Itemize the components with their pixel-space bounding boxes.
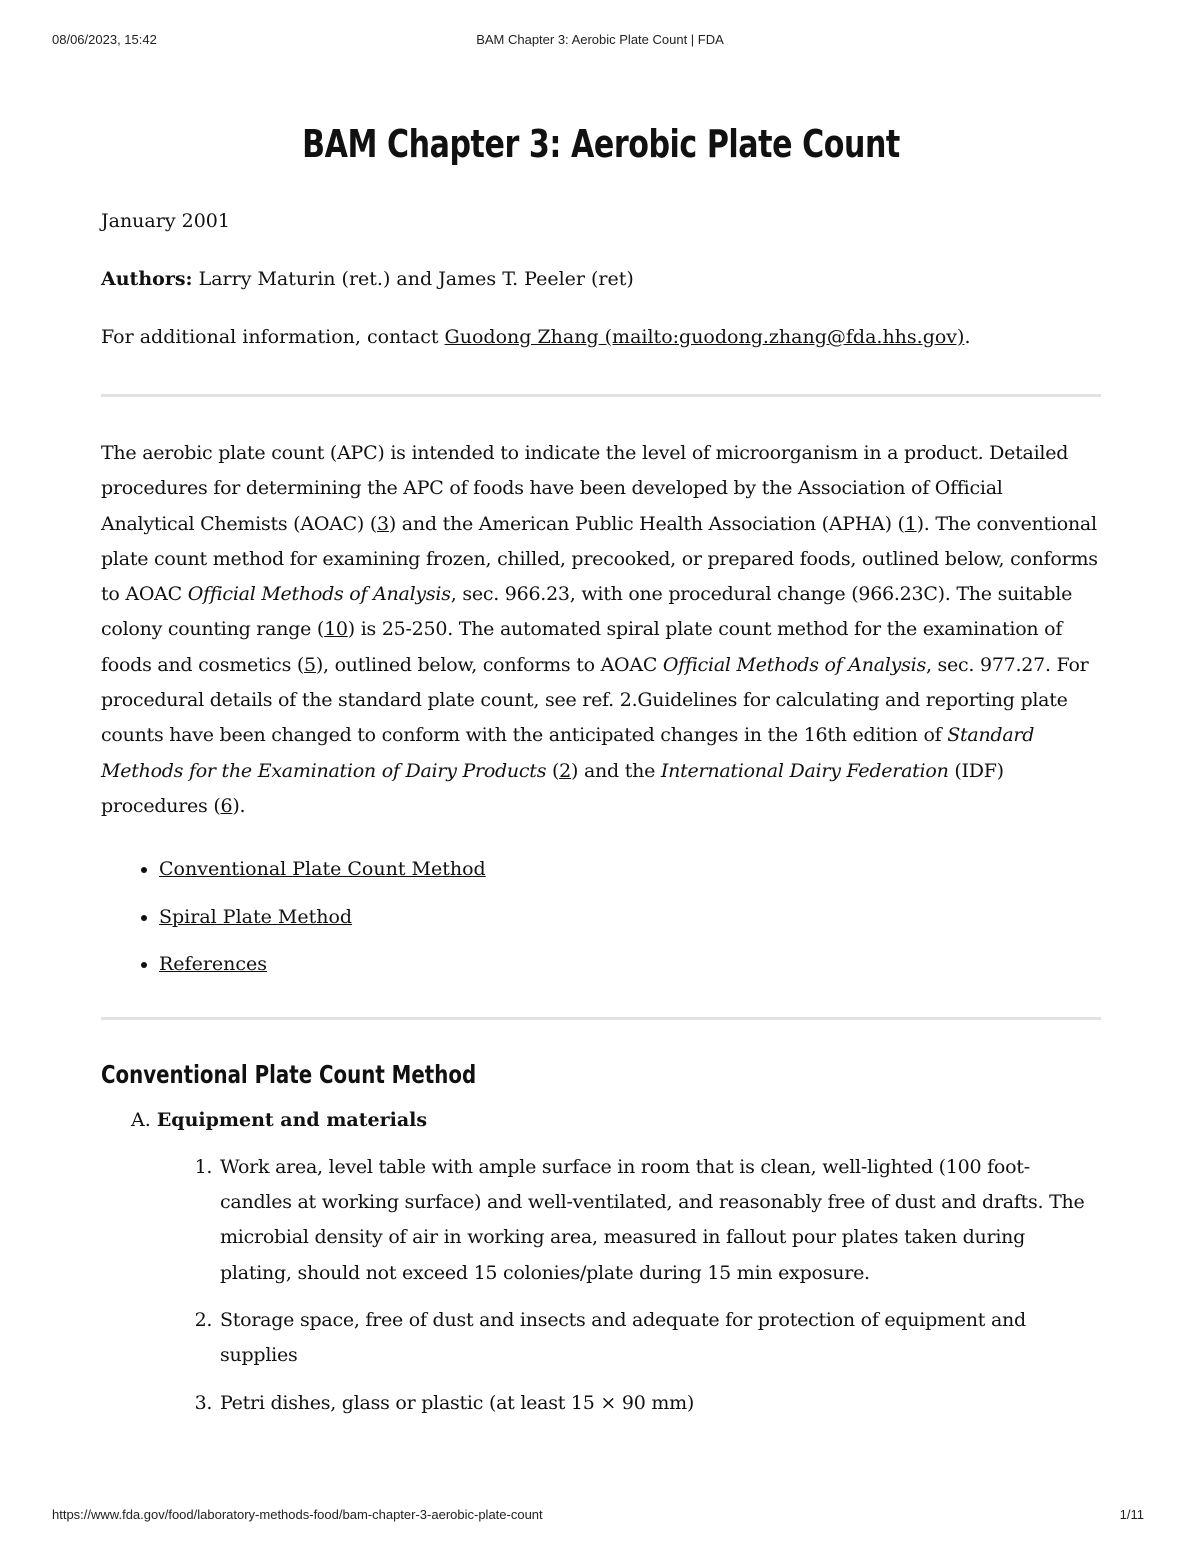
toc-link-conventional[interactable]: Conventional Plate Count Method — [159, 858, 486, 881]
authors-line — [101, 262, 1101, 297]
subsection-letter: A. — [131, 1108, 151, 1131]
article — [101, 112, 1101, 1433]
intro-text: ( — [546, 759, 560, 782]
reference-link-2[interactable]: 2 — [559, 759, 571, 782]
intro-text: , sec. 977.27. For procedural details of the standard plate count, see ref. 2.Guidelines for calculating and reporting plate counts have been changed to conform with the anticipated changes in the 16th edition of — [101, 653, 1089, 747]
reference-link-1[interactable]: 1 — [904, 512, 917, 535]
intro-text: ), outlined below, conforms to AOAC — [315, 653, 663, 676]
print-footer — [0, 1507, 1200, 1525]
intro-text: ) and the — [571, 759, 661, 782]
intro-text: , sec. 966.23, with one procedural change (966.23C). The suitable colony counting range ( — [101, 583, 1073, 641]
reference-link-6[interactable]: 6 — [220, 794, 233, 817]
list-item: 2. Storage space, free of dust and insects and adequate for protection of equipment and supplies — [218, 1303, 1101, 1374]
intro-text: The aerobic plate count (APC) is intended to indicate the level of microorganism in a product. Detailed procedures for determining the APC of foods have been developed by the Association of Official Analytical Chemists (AOAC) ( — [101, 442, 1069, 535]
toc-link-references[interactable]: References — [159, 953, 268, 976]
list-item: 1. Work area, level table with ample surface in room that is clean, well-lighted (100 foot-candles at working surface) and well-ventilated, and reasonably free of dust and drafts. The microbial density of air in working area, measured in fallout pour plates taken during plating, should not exceed 15 colonies/plate during 15 min exposure. — [218, 1150, 1101, 1291]
intro-paragraph — [101, 436, 1101, 824]
intro-italic: International Dairy Federation — [660, 759, 949, 782]
intro-italic: Official Methods of Analysis — [187, 583, 451, 606]
intro-text: ). The conventional plate count method for examining frozen, chilled, precooked, or prepared foods, outlined below, conforms to AOAC — [101, 512, 1098, 606]
subsection-title: Equipment and materials — [156, 1108, 428, 1131]
equipment-list — [101, 1150, 1101, 1421]
section-heading: Conventional Plate Count Method — [101, 1059, 477, 1089]
contact-suffix: . — [964, 326, 971, 348]
toc-item — [159, 894, 1101, 942]
intro-text: (IDF) procedures ( — [101, 759, 1004, 817]
print-datetime: 08/06/2023, 15:42 — [52, 32, 157, 47]
toc-item — [159, 846, 1101, 894]
print-page-number: 1/11 — [1119, 1507, 1144, 1522]
toc-link-spiral[interactable]: Spiral Plate Method — [159, 905, 353, 928]
intro-text: ) and the American Public Health Association (APHA) ( — [388, 512, 905, 535]
divider — [101, 394, 1101, 397]
authors-label: Authors: — [101, 268, 193, 290]
reference-link-5[interactable]: 5 — [304, 653, 316, 676]
intro-text: ). — [232, 794, 246, 817]
authors-names: Larry Maturin (ret.) and James T. Peeler (ret) — [192, 268, 634, 290]
intro-text: ) is 25-250. The automated spiral plate count method for the examination of foods and cosmetics ( — [101, 618, 1063, 676]
table-of-contents — [101, 846, 1101, 989]
publication-date: January 2001 — [101, 210, 230, 232]
subsection-heading — [131, 1102, 1101, 1138]
intro-italic: Official Methods of Analysis — [662, 653, 926, 676]
page-title: BAM Chapter 3: Aerobic Plate Count — [302, 122, 900, 166]
print-page-title: BAM Chapter 3: Aerobic Plate Count | FDA — [476, 32, 724, 47]
reference-link-10[interactable]: 10 — [324, 618, 348, 641]
toc-item — [159, 941, 1101, 989]
reference-link-3[interactable]: 3 — [377, 512, 389, 535]
divider — [101, 1017, 1101, 1020]
contact-line — [101, 320, 1101, 355]
intro-italic: Standard Methods for the Examination of Dairy Products — [101, 724, 1035, 782]
list-item: 3. Petri dishes, glass or plastic (at least 15 × 90 mm) — [218, 1386, 1101, 1421]
print-header — [0, 32, 1200, 50]
contact-prefix: For additional information, contact — [101, 326, 445, 348]
contact-email-link[interactable]: Guodong Zhang (mailto:guodong.zhang@fda.hhs.gov) — [444, 326, 965, 348]
print-url: https://www.fda.gov/food/laboratory-methods-food/bam-chapter-3-aerobic-plate-count — [52, 1507, 543, 1522]
